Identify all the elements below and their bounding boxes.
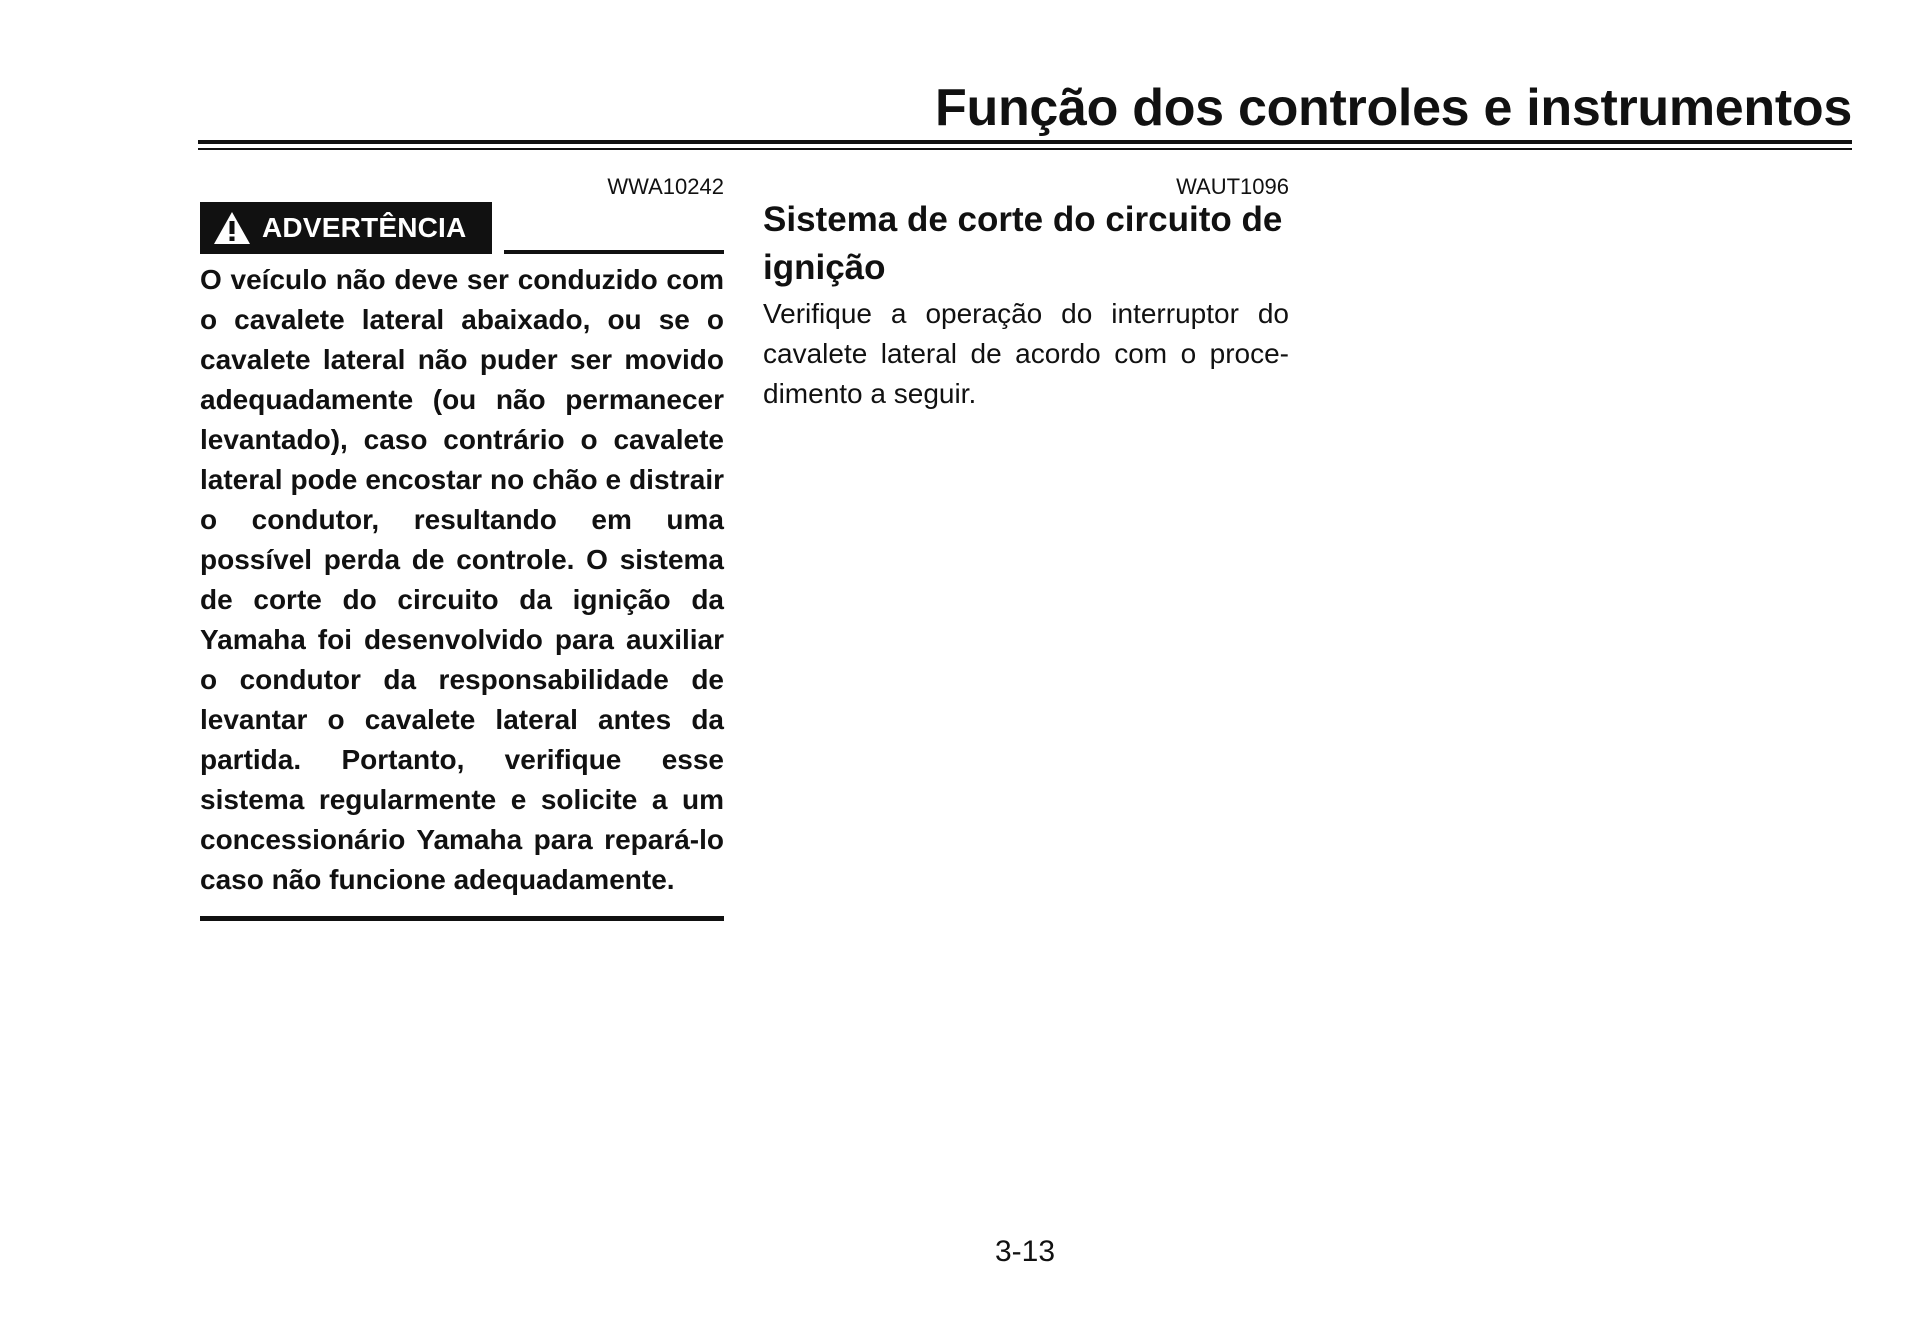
warning-end-rule	[200, 916, 724, 921]
section-title: Sistema de corte do circuito de ignição	[763, 200, 1283, 287]
warning-box	[200, 202, 724, 921]
page-header	[198, 78, 1852, 158]
warning-badge	[200, 202, 492, 254]
header-rule-thick	[198, 140, 1852, 144]
warning-label: ADVERTÊNCIA	[262, 212, 467, 243]
section-ref-code: WAUT1096	[1176, 174, 1289, 199]
warning-text: O veículo não deve ser conduzido com o cavalete lateral abaixado, ou se o cavalete lateral não puder ser movido adequadamente (ou não permanecer levantado), caso contrário o cavalete lateral pode encostar no chão e distrair o condutor, resultando em uma possível perda de controle. O sistema de corte do circuito da ignição da Yamaha foi desenvolvido para auxiliar o condutor da responsabilidade de levantar o cavalete lateral antes da partida. Portanto, verifique esse sistema regularmente e solicite a um concessionário Yamaha para repará-lo caso não funcione adequadamente.	[200, 264, 724, 895]
warning-header	[200, 202, 724, 254]
header-rule-thin	[198, 148, 1852, 150]
warning-header-rule	[504, 250, 724, 254]
section-sidestand	[763, 196, 1289, 414]
page-title: Função dos controles e instrumentos	[935, 79, 1852, 137]
warning-triangle-icon	[212, 210, 252, 246]
section-text: Verifique a operação do interruptor do cavalete lateral de acordo com o procedimento a seguir.	[763, 298, 1289, 409]
page-number: 3-13	[994, 1235, 1056, 1268]
warning-ref-code: WWA10242	[607, 174, 724, 199]
